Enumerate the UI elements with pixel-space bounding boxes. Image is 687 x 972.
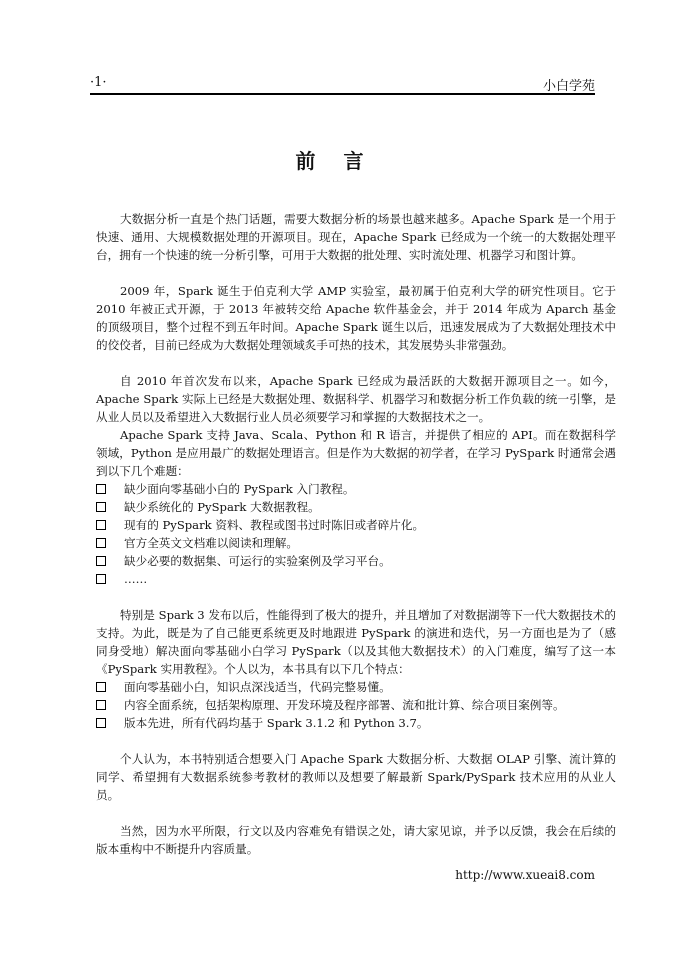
list-item-text: ……: [124, 572, 148, 586]
list-item: [96, 678, 616, 696]
list-item: [96, 516, 616, 534]
paragraph: 2009 年，Spark 诞生于伯克利大学 AMP 实验室，最初属于伯克利大学的研究性项目。它于 2010 年被正式开源，于 2013 年被转交给 Apache 软件基金会，并于 2014 年成为 Aparch 基金的顶级项目，整个过程不到五年时间。Apache Spark 诞生以后，迅速发展成为了大数据处理技术中的佼佼者，目前已经成为大数据处理领域炙手可热的技术，其发展势头非常强劲。: [96, 284, 616, 352]
paragraph: 特别是 Spark 3 发布以后，性能得到了极大的提升，并且增加了对数据湖等下一代大数据技术的支持。为此，既是为了自己能更系统更及时地跟进 PySpark 的演进和迭代，另一方面也是为了（感同身受地）解决面向零基础小白学习 PySpark（以及其他大数据技术）的入门难度，编写了这一本《PySpark 实用教程》。个人以为，本书具有以下几个特点：: [96, 608, 616, 676]
page-header: [90, 75, 595, 93]
checkbox-square-icon: [96, 682, 106, 692]
list-item-text: 缺少系统化的 PySpark 大数据教程。: [124, 500, 320, 514]
checkbox-square-icon: [96, 520, 106, 530]
chapter-title: 前言: [295, 149, 392, 173]
list-item: [96, 534, 616, 552]
list-item-text: 面向零基础小白，知识点深浅适当，代码完整易懂。: [124, 680, 391, 694]
paragraph: 自 2010 年首次发布以来，Apache Spark 已经成为最活跃的大数据开源项目之一。如今，Apache Spark 实际上已经是大数据处理、数据科学、机器学习和数据分析工作负载的统一引擎，是从业人员以及希望进入大数据行业人员必须要学习和掌握的大数据技术之一。: [96, 374, 616, 424]
header-divider: [90, 93, 595, 95]
checkbox-square-icon: [96, 538, 106, 548]
list-item: [96, 696, 616, 714]
paragraph: 大数据分析一直是个热门话题，需要大数据分析的场景也越来越多。Apache Spark 是一个用于快速、通用、大规模数据处理的开源项目。现在，Apache Spark 已经成为一个统一的大数据处理平台，拥有一个快速的统一分析引擎，可用于大数据的批处理、实时流处理、机器学习和图计算。: [96, 212, 616, 262]
difficulty-list: [96, 480, 616, 588]
header-book-title: 小白学苑: [542, 79, 595, 94]
list-item: [96, 714, 616, 732]
feature-list: [96, 678, 616, 732]
checkbox-square-icon: [96, 700, 106, 710]
checkbox-square-icon: [96, 574, 106, 584]
checkbox-square-icon: [96, 502, 106, 512]
paragraph: Apache Spark 支持 Java、Scala、Python 和 R 语言，并提供了相应的 API。而在数据科学领域，Python 是应用最广的数据处理语言。但是作为大数据的初学者，在学习 PySpark 时通常会遇到以下几个难题：: [96, 428, 616, 478]
paragraph: 个人认为，本书特别适合想要入门 Apache Spark 大数据分析、大数据 OLAP 引擎、流计算的同学、希望拥有大数据系统参考教材的教师以及想要了解最新 Spark/PySpark 技术应用的从业人员。: [96, 752, 616, 802]
list-item: [96, 498, 616, 516]
footer-url: http://www.xueai8.com: [455, 868, 595, 882]
list-item: [96, 480, 616, 498]
checkbox-square-icon: [96, 718, 106, 728]
list-item-text: 缺少必要的数据集、可运行的实验案例及学习平台。: [124, 554, 391, 568]
list-item-text: 版本先进，所有代码均基于 Spark 3.1.2 和 Python 3.7。: [124, 716, 429, 730]
paragraph: 当然，因为水平所限，行文以及内容难免有错误之处，请大家见谅，并予以反馈，我会在后续的版本重构中不断提升内容质量。: [96, 824, 616, 856]
checkbox-square-icon: [96, 556, 106, 566]
checkbox-square-icon: [96, 484, 106, 494]
list-item-text: 缺少面向零基础小白的 PySpark 入门教程。: [124, 482, 355, 496]
page-number: ·1·: [90, 75, 107, 90]
list-item: [96, 570, 616, 588]
body-text: [96, 210, 616, 858]
list-item-text: 内容全面系统，包括架构原理、开发环境及程序部署、流和批计算、综合项目案例等。: [124, 698, 565, 712]
list-item-text: 现有的 PySpark 资料、教程或图书过时陈旧或者碎片化。: [124, 518, 425, 532]
list-item-text: 官方全英文文档难以阅读和理解。: [124, 536, 298, 550]
list-item: [96, 552, 616, 570]
